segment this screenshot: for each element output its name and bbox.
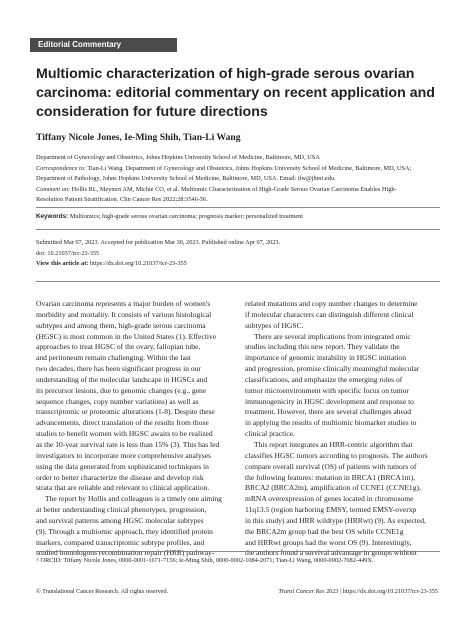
body-line: related mutations and copy number changes to determine	[245, 299, 418, 308]
journal-name: Transl Cancer Res	[278, 588, 325, 595]
correspondence-text: Tian-Li Wang. Department of Gynecology and Obstetrics, Johns Hopkins University School of Medicine, Baltimore, MD, USA;	[85, 164, 412, 172]
body-line: studied homologous recombination repair (HRR) pathway-	[36, 548, 215, 558]
body-line: advancements, direct translation of the results from those	[36, 418, 209, 428]
body-line: compare overall survival (OS) of patients with tumors of	[245, 461, 417, 471]
body-line: tumor microenvironment with specific focus on tumor	[245, 385, 409, 395]
body-line: order to better characterize the disease and develop risk	[36, 472, 204, 482]
editorial-commentary-badge: Editorial Commentary	[30, 38, 177, 52]
body-line: at better understanding clinical phenotypes, progression,	[36, 505, 207, 515]
body-line: in this study) and HRR wildtype (HRRwt) (9). As expected,	[245, 515, 426, 525]
body-line: This report integrates an HRR-centric algorithm that	[254, 439, 413, 449]
body-line: and HRRwt groups had the worst OS (9). Interestingly,	[245, 537, 412, 547]
correspondence-label: Correspondence to:	[36, 164, 86, 172]
section-divider	[36, 229, 440, 230]
body-line: treatment. However, there are several challenges ahead	[245, 407, 412, 417]
body-line: and peritoneum remain challenging. Within the last	[36, 353, 191, 363]
body-line: and survival patterns among HGSC molecular subtypes	[36, 515, 204, 525]
body-line: studies to benefit women with HGSC awaits to be realized	[36, 429, 213, 439]
body-line: BRCA2 (BRCA2m), amplification of CCNE1 (CCNE1g),	[245, 483, 421, 493]
body-line: in applying the results of multiomic biomarker studies to	[245, 418, 417, 428]
body-line: The report by Hollis and colleagues is a timely one aiming	[45, 494, 222, 504]
journal-citation: 2023 | https://dx.doi.org/10.21037/tcr-23-355	[324, 588, 438, 595]
body-line: strata that are reliable and relevant to clinical application.	[36, 483, 210, 493]
body-line: and progression, promise clinically meaningful molecular	[245, 364, 420, 374]
body-line: the following features: mutation in BRCA1 (BRCA1m),	[245, 472, 416, 482]
keywords-label: Keywords:	[36, 213, 69, 220]
body-line: using the data generated from sophisticated techniques in	[36, 461, 209, 471]
body-line: (9). Through a multiomic approach, they identified protein	[36, 526, 213, 536]
body-line: immunogenicity in HGSC development and response to	[245, 396, 414, 406]
article-title: Multiomic characterization of high-grade serous ovarian carcinoma: editorial commentary on recent application and consideration for future directions	[36, 66, 435, 120]
correspondence-line	[36, 164, 446, 175]
body-line: sequence changes, copy number variations) as well as	[36, 396, 199, 406]
body-line: classifications, and emphasize the emerging roles of	[245, 374, 403, 384]
affiliations-block	[36, 153, 446, 206]
body-line: clinical practice.	[245, 429, 295, 439]
body-line: subtypes of HGSC.	[245, 320, 304, 330]
view-article-link[interactable]: https://dx.doi.org/10.21037/tcr-23-355	[88, 260, 187, 268]
publication-dates: Submitted Mar 07, 2023. Accepted for publication Mar 30, 2023. Published online Apr 07, 2023.	[36, 239, 281, 246]
body-line: (HGSC) is most common in the United States (1). Effective	[36, 331, 217, 341]
comment-on-continuation: Resolution Patient Stratification. Clin Cancer Res 2022;28:3546-56.	[36, 196, 208, 204]
body-line: 11q13.5 (region harboring EMSY, termed EMSY-overxp	[245, 505, 417, 515]
body-column-left	[36, 299, 230, 559]
orcid-footnote: ^ ORCID: Tiffany Nicole Jones, 0000-0001-1671-7156; Ie-Ming Shih, 0000-0002-1084-2071; Tian-Li Wang, 0000-0002-7082-449X.	[36, 557, 374, 564]
body-column-right	[245, 299, 443, 559]
body-line: two decades, there has been significant progress in our	[36, 364, 201, 374]
view-article-line	[36, 259, 280, 270]
footnote-divider	[36, 551, 440, 552]
view-article-label: View this article at:	[36, 260, 89, 268]
body-line: Ovarian carcinoma represents a major burden of women's	[36, 299, 211, 308]
copyright-footer: © Translational Cancer Research. All rights reserved.	[36, 588, 169, 595]
publication-info	[36, 238, 280, 270]
affiliation-line: Department of Gynecology and Obstetrics, Johns Hopkins University School of Medicine, Baltimore, MD, USA	[36, 154, 320, 161]
author-list: Tiffany Nicole Jones, Ie-Ming Shih, Tian-Li Wang	[36, 132, 241, 143]
comment-on-label: Comment on:	[36, 185, 71, 193]
comment-on-line	[36, 185, 446, 196]
body-line: investigators to incorporate more comprehensive analyses	[36, 450, 211, 460]
journal-footer	[279, 588, 438, 595]
body-line: studies including this new report. They validate the	[245, 342, 400, 352]
body-line: its precursor lesions, due to genomic changes (e.g., gene	[36, 385, 207, 395]
body-line: transcriptomic or proteomic alterations (1-8). Despite these	[36, 407, 215, 417]
body-line: There are several implications from integrated omic	[254, 331, 411, 341]
body-line: importance of genomic instability in HGSC initiation	[245, 353, 406, 363]
doi-line: doi: 10.21037/tcr-23-355	[36, 249, 100, 257]
affiliation-line: Department of Pathology, Johns Hopkins University School of Medicine, Baltimore, MD, USA. Email: tlw@jhmi.edu.	[36, 175, 336, 183]
body-line: morbidity and mortality. It consists of various histological	[36, 309, 212, 319]
body-line: if molecular characters can distinguish different clinical	[245, 309, 414, 319]
body-line: classifies HGSC tumors according to prognosis. The authors	[245, 450, 428, 460]
keywords-text: Multiomics; high-grade serous ovarian carcinoma; prognosis marker; personalized treatment	[68, 213, 304, 220]
body-line: markers, compared transcriptomic subtype profiles, and	[36, 537, 205, 547]
section-divider	[36, 281, 440, 282]
body-line: as the 10-year survival rate is less than 15% (3). This has led	[36, 439, 220, 449]
body-line: subtypes and among them, high-grade serous carcinoma	[36, 320, 206, 330]
comment-on-text: Hollis RL, Meynert AM, Michie CO, et al. Multiomic Characterization of High-Grade Serous Ovarian Carcinoma Enables High-	[70, 185, 397, 193]
body-line: approaches to treat HGSC of the ovary, fallopian tube,	[36, 342, 201, 352]
keywords-line	[36, 213, 303, 220]
section-divider	[36, 207, 440, 208]
body-line: the BRCA2m group had the best OS while CCNE1g	[245, 526, 404, 536]
body-line: mRNA overexpression of genes located in chromosome	[245, 494, 414, 504]
body-line: the authors found a survival advantage in groups without	[245, 548, 417, 558]
body-line: understanding of the molecular landscape in HGSCs and	[36, 374, 208, 384]
